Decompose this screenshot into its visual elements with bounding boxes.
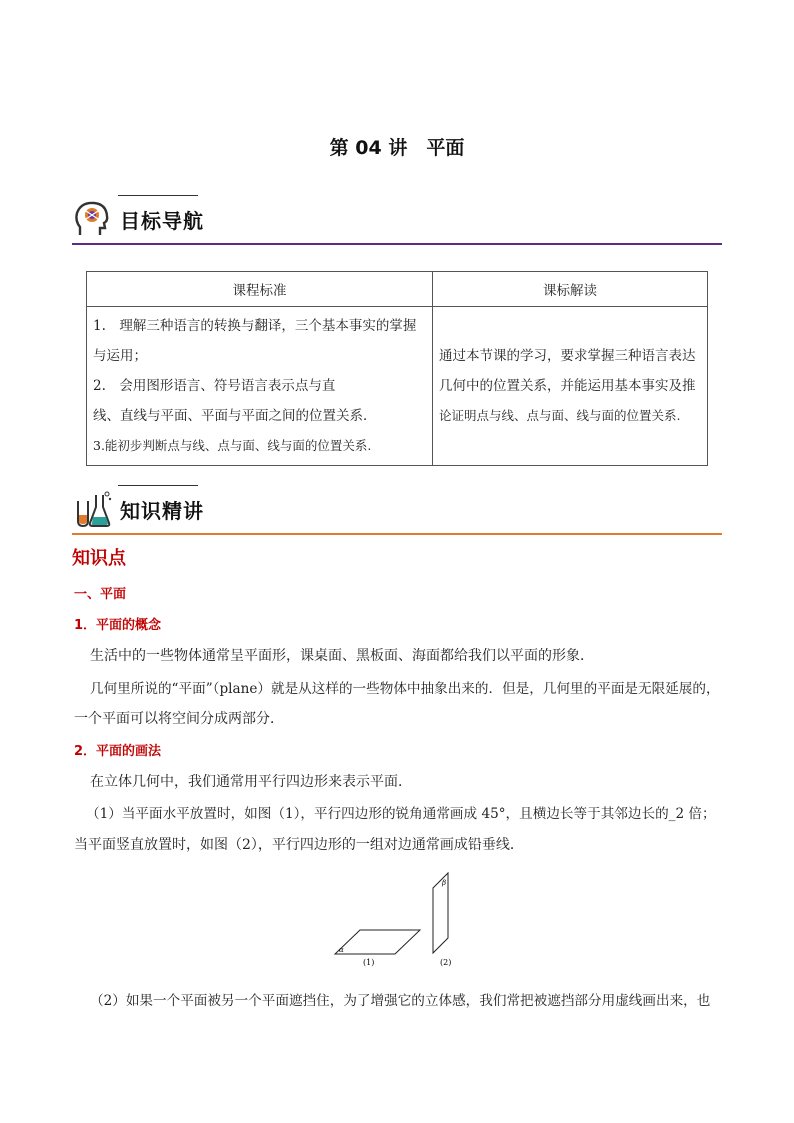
interpretation-cell	[433, 307, 708, 466]
standard-line: 2. 会用图形语言、符号语言表示点与直	[93, 378, 336, 394]
header-top-line	[118, 485, 198, 486]
knowledge-point-heading: 知识点	[72, 548, 126, 569]
section-header-knowledge	[72, 485, 722, 535]
flask-icon	[72, 489, 112, 529]
interpretation-line: 通过本节课的学习，要求掌握三种语言表达	[439, 348, 696, 364]
paragraph: 当平面竖直放置时，如图（2），平行四边形的一组对边通常画成铅垂线．	[74, 837, 524, 853]
page-title: 第 04 讲 平面	[329, 137, 465, 159]
beta-label: β	[442, 879, 447, 887]
table-header-interpretation: 课标解读	[433, 272, 708, 307]
curriculum-table	[86, 271, 708, 466]
heading-drawing: 2．平面的画法	[74, 744, 162, 759]
figure-label-1: (1)	[363, 958, 375, 967]
standard-line: 1. 理解三种语言的转换与翻译，三个基本事实的掌握	[93, 318, 417, 334]
plane-figure	[330, 868, 460, 968]
standard-line: 与运用；	[93, 348, 147, 364]
header-underline-purple	[72, 243, 722, 245]
heading-plane: 一、平面	[74, 587, 127, 602]
interpretation-line: 几何中的位置关系，并能运用基本事实及推	[439, 378, 696, 394]
figure-label-2: (2)	[440, 958, 452, 967]
standard-cell	[87, 307, 433, 466]
table-header-standard: 课程标准	[87, 272, 433, 307]
table-row	[87, 307, 708, 466]
paragraph: 生活中的一些物体通常呈平面形，课桌面、黑板面、海面都给我们以平面的形象．	[90, 648, 594, 664]
section-title-knowledge: 知识精讲	[120, 499, 204, 523]
section-title-goals: 目标导航	[120, 209, 204, 233]
section-header-goals	[72, 195, 722, 245]
header-top-line	[118, 195, 198, 196]
header-underline-orange	[72, 533, 722, 535]
table-header-row	[87, 272, 708, 307]
standard-line: 3.能初步判断点与线、点与面、线与面的位置关系.	[93, 438, 372, 453]
horizontal-plane-shape	[335, 930, 420, 954]
paragraph: 几何里所说的“平面”（plane）就是从这样的一些物体中抽象出来的．但是，几何里的平面是无限延展的，	[90, 681, 720, 697]
heading-concept: 1．平面的概念	[74, 618, 162, 633]
paragraph: （2）如果一个平面被另一个平面遮挡住，为了增强它的立体感，我们常把被遮挡部分用虚线画出来，也	[90, 993, 711, 1009]
paragraph: 在立体几何中，我们通常用平行四边形来表示平面．	[90, 774, 412, 790]
standard-line: 线、直线与平面、平面与平面之间的位置关系．	[93, 408, 377, 424]
paragraph: 一个平面可以将空间分成两部分．	[74, 711, 284, 727]
head-brain-icon	[72, 199, 112, 239]
alpha-label: α	[339, 946, 344, 954]
paragraph: （1）当平面水平放置时，如图（1），平行四边形的锐角通常画成 45°，且横边长等于其邻边长的_2 倍；	[86, 806, 716, 822]
interpretation-line: 论证明点与线、点与面、线与面的位置关系.	[439, 408, 681, 423]
